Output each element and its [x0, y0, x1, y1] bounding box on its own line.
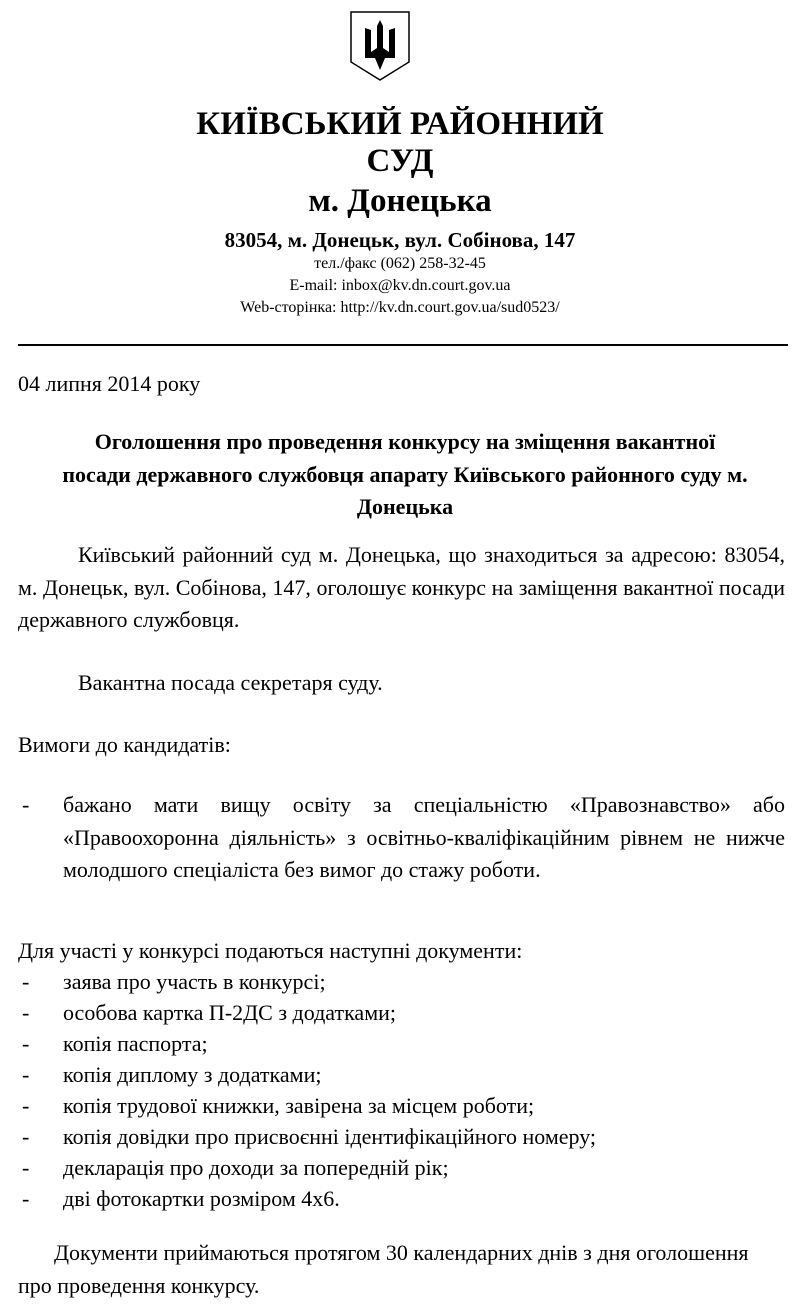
closing-paragraph: Документи приймаються протягом 30 календарних днів з дня оголошення про проведення конкурсу. [18, 1240, 749, 1298]
list-dash: - [22, 1093, 30, 1118]
document-item [18, 997, 785, 1028]
header-divider [18, 344, 788, 346]
list-dash: - [22, 1000, 30, 1025]
document-item-text: копія паспорта; [63, 1031, 208, 1056]
court-phone: тел./факс (062) 258-32-45 [314, 255, 486, 272]
document-item [18, 1183, 785, 1214]
court-name-line1: КИЇВСЬКИЙ РАЙОННИЙ [196, 106, 604, 142]
requirements-heading: Вимоги до кандидатів: [18, 732, 231, 757]
document-item [18, 1121, 785, 1152]
document-item [18, 1028, 785, 1059]
document-item-text: заява про участь в конкурсі; [63, 969, 326, 994]
court-address: 83054, м. Донецьк, вул. Собінова, 147 [224, 228, 576, 252]
document-item [18, 1059, 785, 1090]
document-item-text: копія довідки про присвоєнні ідентифікаційного номеру; [63, 1124, 597, 1149]
document-item [18, 1152, 785, 1183]
intro-paragraph: Київський районний суд м. Донецька, що знаходиться за адресою: 83054, м. Донецьк, вул. Собінова, 147, оголошує конкурс на заміщення вакантної посади державного службовця. [18, 542, 785, 632]
document-item [18, 1090, 785, 1121]
document-title: Оголошення про проведення конкурсу на зміщення вакантної посади державного службовця апарату Київського районного суду м. Донецька [62, 429, 748, 519]
list-dash: - [22, 1155, 30, 1180]
court-email: E-mail: inbox@kv.dn.court.gov.ua [289, 277, 511, 294]
list-dash: - [22, 1062, 30, 1087]
court-city: м. Донецька [308, 183, 492, 219]
document-item-text: копія трудової книжки, завірена за місцем роботи; [63, 1093, 535, 1118]
document-item-text: декларація про доходи за попередній рік; [63, 1155, 449, 1180]
document-item-text: копія диплому з додатками; [63, 1062, 322, 1087]
vacancy-line: Вакантна посада секретаря суду. [78, 670, 383, 695]
coat-of-arms-icon [349, 10, 411, 82]
documents-heading: Для участі у конкурсі подаються наступні документи: [18, 938, 523, 963]
list-dash: - [22, 792, 30, 817]
list-dash: - [22, 969, 30, 994]
list-dash: - [22, 1186, 30, 1211]
court-website: Web-сторінка: http://kv.dn.court.gov.ua/sud0523/ [240, 299, 560, 316]
requirement-text: бажано мати вищу освіту за спеціальністю «Правознавство» або «Правоохоронна діяльність» з освітньо-кваліфікаційним рівнем не нижче молодшого спеціаліста без вимог до стажу роботи. [63, 792, 785, 882]
court-name-line2: СУД [366, 143, 434, 179]
requirement-item [18, 789, 785, 887]
list-dash: - [22, 1031, 30, 1056]
document-item-text: особова картка П-2ДС з додатками; [63, 1000, 397, 1025]
document-item-text: дві фотокартки розміром 4х6. [63, 1186, 340, 1211]
document-date: 04 липня 2014 року [18, 371, 201, 396]
documents-list [18, 966, 785, 1214]
list-dash: - [22, 1124, 30, 1149]
document-item [18, 966, 785, 997]
requirements-list [18, 789, 785, 887]
